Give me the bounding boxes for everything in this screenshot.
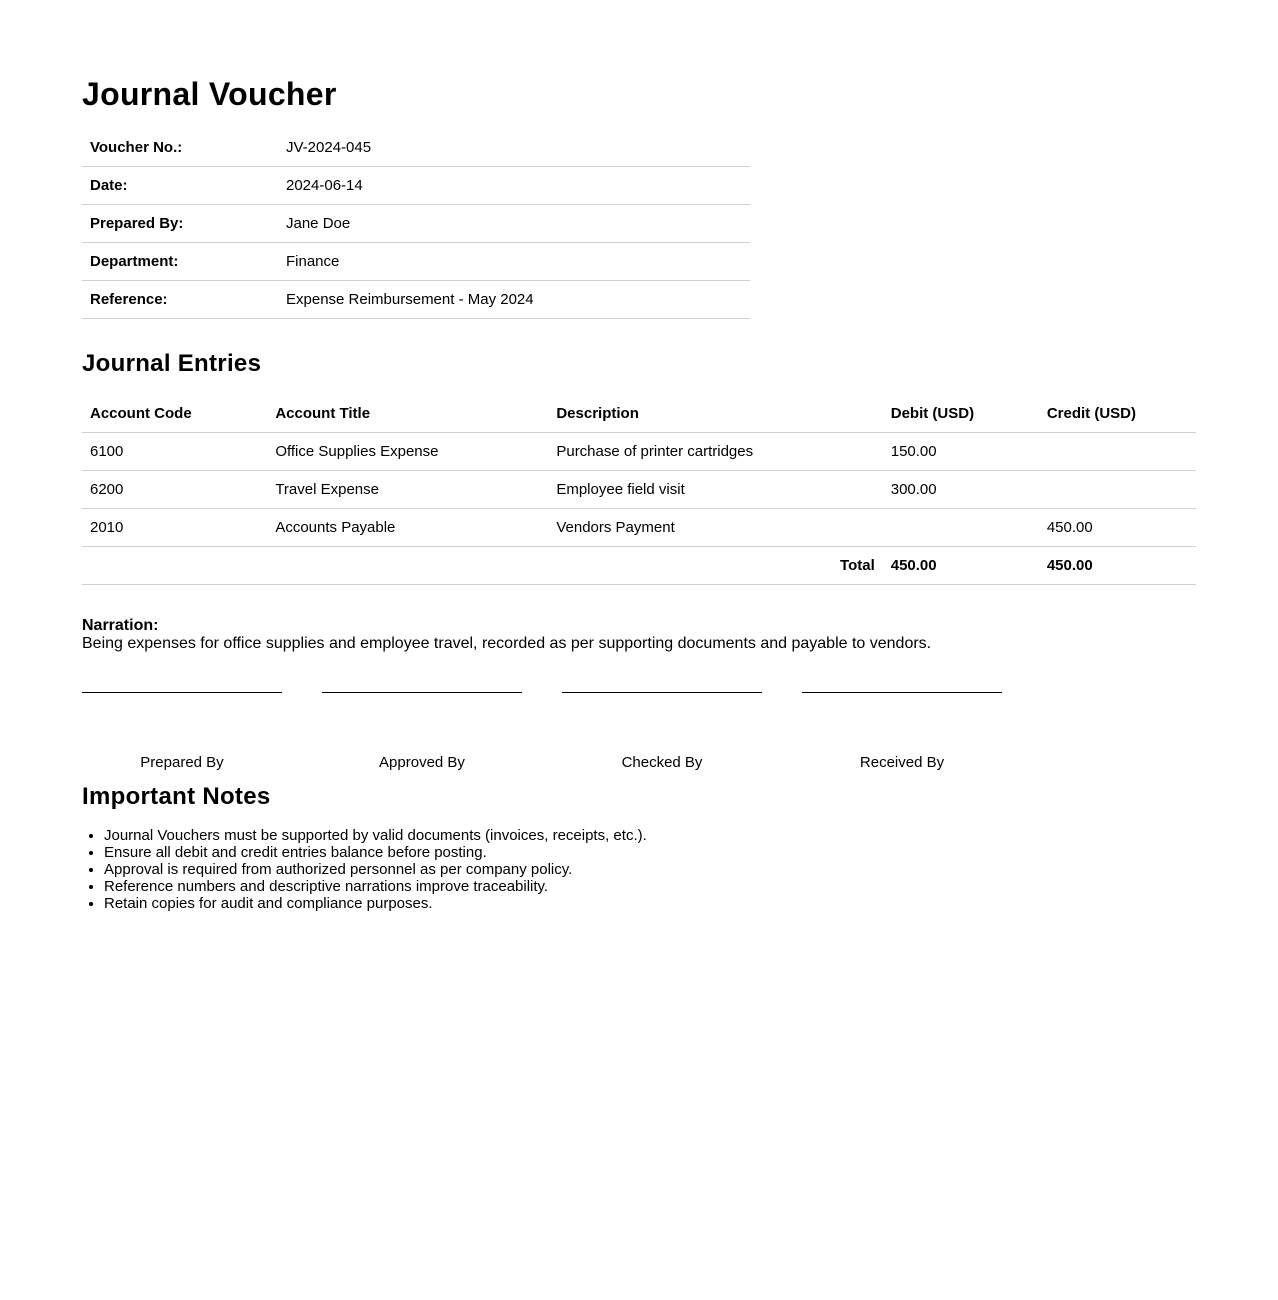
meta-value: Expense Reimbursement - May 2024 bbox=[278, 281, 750, 319]
journal-entries-heading: Journal Entries bbox=[82, 350, 262, 377]
journal-entries-table bbox=[82, 395, 1196, 585]
total-label: Total bbox=[82, 547, 883, 585]
meta-value: 2024-06-14 bbox=[278, 167, 750, 205]
signature-label: Approved By bbox=[379, 754, 465, 771]
meta-value: Jane Doe bbox=[278, 205, 750, 243]
list-item: • Approval is required from authorized personnel as per company policy. bbox=[104, 861, 647, 878]
narration-label: Narration: bbox=[82, 617, 159, 634]
account-title-cell: Travel Expense bbox=[267, 471, 548, 509]
signature-line bbox=[562, 692, 762, 693]
column-header-account-code: Account Code bbox=[82, 395, 267, 433]
meta-label: Date: bbox=[82, 167, 278, 205]
signature-line bbox=[82, 692, 282, 693]
signature-checked-by bbox=[562, 692, 762, 771]
column-header-description: Description bbox=[548, 395, 882, 433]
signature-label: Received By bbox=[859, 754, 945, 771]
signature-received-by bbox=[802, 692, 1002, 771]
list-item: • Retain copies for audit and compliance purposes. bbox=[104, 895, 647, 912]
meta-row-date bbox=[82, 167, 750, 205]
debit-cell: 150.00 bbox=[883, 433, 1039, 471]
signature-label: Prepared By bbox=[140, 754, 224, 771]
meta-row-department bbox=[82, 243, 750, 281]
table-row bbox=[82, 471, 1196, 509]
total-debit: 450.00 bbox=[883, 547, 1039, 585]
table-row bbox=[82, 509, 1196, 547]
total-credit: 450.00 bbox=[1039, 547, 1196, 585]
signature-line bbox=[802, 692, 1002, 693]
account-title-cell: Accounts Payable bbox=[267, 509, 548, 547]
narration-text: Being expenses for office supplies and employee travel, recorded as per supporting documents and payable to vendors. bbox=[82, 635, 932, 652]
table-row bbox=[82, 433, 1196, 471]
description-cell: Purchase of printer cartridges bbox=[548, 433, 882, 471]
important-notes-heading: Important Notes bbox=[82, 783, 271, 810]
meta-value: Finance bbox=[278, 243, 750, 281]
account-code-cell: 6200 bbox=[82, 471, 267, 509]
account-title-cell: Office Supplies Expense bbox=[267, 433, 548, 471]
list-item: • Reference numbers and descriptive narrations improve traceability. bbox=[104, 878, 647, 895]
meta-label: Department: bbox=[82, 243, 278, 281]
meta-row-reference bbox=[82, 281, 750, 319]
meta-label: Reference: bbox=[82, 281, 278, 319]
column-header-debit: Debit (USD) bbox=[883, 395, 1039, 433]
credit-cell: 450.00 bbox=[1039, 509, 1196, 547]
account-code-cell: 2010 bbox=[82, 509, 267, 547]
table-header-row bbox=[82, 395, 1196, 433]
credit-cell bbox=[1039, 433, 1196, 471]
voucher-details-table bbox=[82, 129, 750, 319]
list-item: • Journal Vouchers must be supported by valid documents (invoices, receipts, etc.). bbox=[104, 827, 647, 844]
debit-cell bbox=[883, 509, 1039, 547]
signature-label: Checked By bbox=[621, 754, 703, 771]
signature-line bbox=[322, 692, 522, 693]
debit-cell: 300.00 bbox=[883, 471, 1039, 509]
total-row bbox=[82, 547, 1196, 585]
meta-label: Prepared By: bbox=[82, 205, 278, 243]
credit-cell bbox=[1039, 471, 1196, 509]
signature-prepared-by bbox=[82, 692, 282, 771]
meta-row-prepared-by bbox=[82, 205, 750, 243]
narration-section bbox=[82, 617, 931, 653]
account-code-cell: 6100 bbox=[82, 433, 267, 471]
description-cell: Vendors Payment bbox=[548, 509, 882, 547]
meta-row-voucher-no bbox=[82, 129, 750, 167]
meta-label: Voucher No.: bbox=[82, 129, 278, 167]
signature-block bbox=[82, 692, 1002, 772]
important-notes-list bbox=[82, 827, 647, 912]
signature-approved-by bbox=[322, 692, 522, 771]
meta-value: JV-2024-045 bbox=[278, 129, 750, 167]
column-header-credit: Credit (USD) bbox=[1039, 395, 1196, 433]
page-title: Journal Voucher bbox=[82, 76, 337, 112]
description-cell: Employee field visit bbox=[548, 471, 882, 509]
list-item: • Ensure all debit and credit entries balance before posting. bbox=[104, 844, 647, 861]
column-header-account-title: Account Title bbox=[267, 395, 548, 433]
